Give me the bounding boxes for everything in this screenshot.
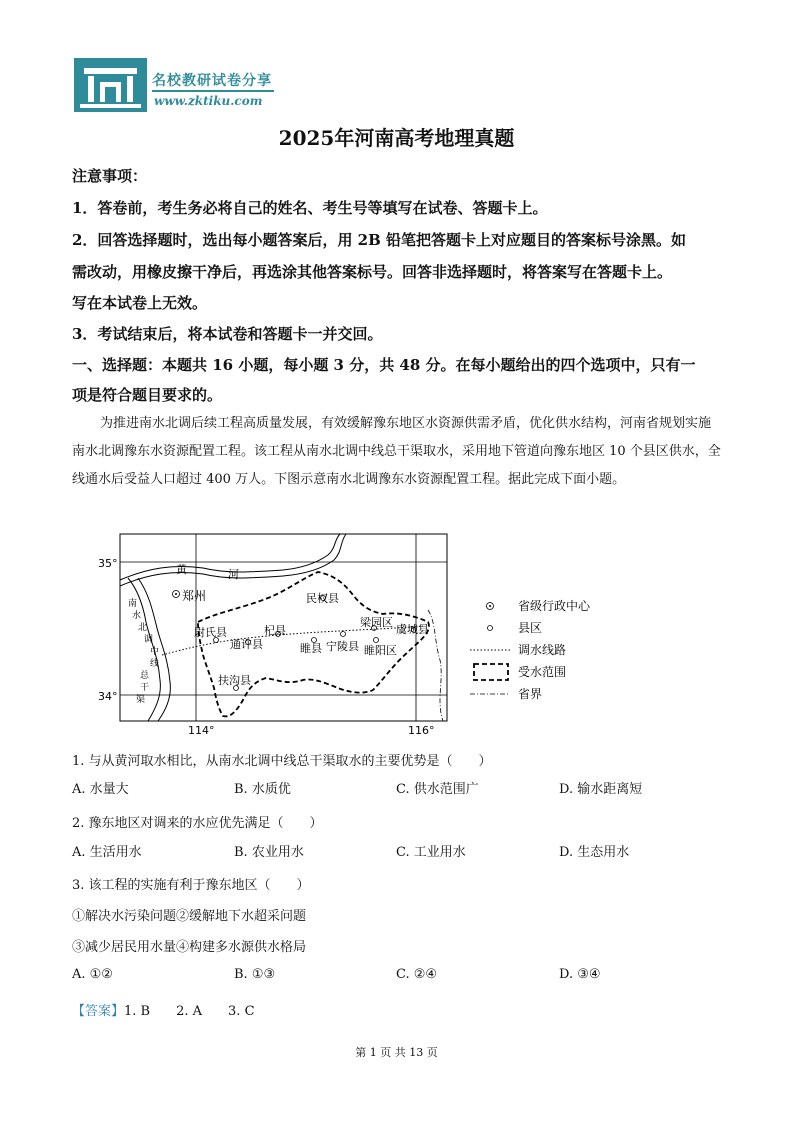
city-label-ningling: 宁陵县 [326,640,359,653]
canal-label-g: 总 [140,671,150,681]
lon-114-label: 114° [188,724,215,737]
q3-option-a[interactable]: A. ①② [72,967,113,982]
q2-option-c[interactable]: C. 工业用水 [396,845,466,860]
building-icon [74,58,147,112]
water-project-map [98,530,618,740]
logo-mark [74,58,147,112]
legend-county-icon [488,626,493,631]
map-figure [98,530,618,740]
question-3-sub-1: ①解决水污染问题②缓解地下水超采问题 [72,909,307,924]
lon-116-label: 116° [408,724,435,737]
lat-35-label: 35° [98,557,118,570]
notice-item-2-line-1: 2．回答选择题时，选出每小题答案后，用 2B 铅笔把答题卡上对应题目的答案标号涂黑。如 [72,231,687,249]
capital-marker-dot [175,593,177,595]
notice-item-2-line-2: 需改动，用橡皮擦干净后，再选涂其他答案标号。回答非选择题时，将答案写在答题卡上。 [72,263,673,281]
county-marker-ningling [341,632,346,637]
city-label-weishi: 尉氏县 [194,626,227,639]
legend-county-label: 县区 [518,621,543,635]
q2-option-b[interactable]: B. 农业用水 [234,845,304,860]
city-label-yucheng: 虞城县 [396,623,429,636]
section-heading-line-2: 项是符合题目要求的。 [72,386,223,404]
passage: 为推进南水北调后续工程高质量发展，有效缓解豫东地区水资源供需矛盾，优化供水结构，河南省规划实施南水北调豫东水资源配置工程。该工程从南水北调中线总干渠取水，采用地下管道向豫东地区 10 个县区供水，全线通水后受益人口超过 400 万人。下图示意南水北调豫东水资源配置工程。据此完成下面小题。 [72,416,721,487]
city-label-zhengzhou: 郑州 [182,589,207,603]
page-title: 2025年河南高考地理真题 [278,126,515,150]
question-3-stem: 3. 该工程的实施有利于豫东地区（ ） [72,878,310,893]
question-3-sub-2: ③减少居民用水量④构建多水源供水格局 [72,940,307,955]
river-label-1: 黄 [176,563,187,576]
city-label-qixian: 杞县 [264,624,286,637]
q3-option-c[interactable]: C. ②④ [396,967,438,982]
question-2-stem: 2. 豫东地区对调来的水应优先满足（ ） [72,816,323,831]
page-footer: 第 1 页 共 13 页 [355,1046,438,1059]
legend-range-icon [474,664,508,680]
legend-capital-label: 省级行政中心 [518,599,591,613]
city-label-fugou: 扶沟县 [218,674,251,687]
legend-border-label: 省界 [518,687,543,701]
lat-34-label: 34° [98,690,118,703]
answer-block [72,1000,255,1019]
q2-option-a[interactable]: A. 生活用水 [72,845,142,860]
city-label-suiyang: 睢阳区 [364,644,397,657]
canal-label-f: 线 [150,659,160,669]
canal-label-d: 调 [144,635,154,645]
answer-text: 1. B 2. A 3. C [124,1004,255,1019]
q1-option-a[interactable]: A. 水量大 [72,782,129,797]
canal-label-e: 中 [150,647,160,657]
county-marker-suiyang [374,638,379,643]
river-label-2: 河 [228,568,239,581]
city-label-tongxu: 通许县 [230,638,263,651]
notice-item-2-line-3: 写在本试卷上无效。 [72,294,208,312]
notice-item-3: 3．考试结束后，将本试卷和答题卡一并交回。 [72,325,383,343]
canal-label-b: 水 [132,611,142,621]
canal-label-h: 干 [140,683,150,693]
q3-option-d[interactable]: D. ③④ [559,967,601,982]
answer-tag: 【答案】 [72,1004,125,1019]
canal-label-a: 南 [128,599,138,609]
notice-item-1: 1．答卷前，考生务必将自己的姓名、考生号等填写在试卷、答题卡上。 [72,199,548,217]
canal-label-i: 渠 [136,695,146,705]
q2-option-d[interactable]: D. 生态用水 [559,845,630,860]
legend-range-label: 受水范围 [518,665,567,679]
logo-divider [152,90,274,92]
q1-option-b[interactable]: B. 水质优 [234,782,291,797]
q1-option-d[interactable]: D. 输水距离短 [559,782,643,797]
legend-line-label: 调水线路 [518,643,567,657]
logo-url: www.zktiku.com [154,94,263,108]
canal-label-c: 北 [138,623,148,633]
question-1-stem: 1. 与从黄河取水相比，从南水北调中线总干渠取水的主要优势是（ ） [72,754,492,769]
city-label-liangyuan: 梁园区 [360,616,393,629]
province-border [428,610,443,721]
q3-option-b[interactable]: B. ①③ [234,967,276,982]
notice-heading: 注意事项： [72,167,148,185]
city-label-minquan: 民权县 [306,592,339,605]
city-label-suixian: 睢县 [300,642,322,655]
q1-option-c[interactable]: C. 供水范围广 [396,782,479,797]
logo-text: 名校教研试卷分享 [152,73,272,89]
section-heading-line-1: 一、选择题：本题共 16 小题，每小题 3 分，共 48 分。在每小题给出的四个选项中，只有一 [72,356,696,374]
